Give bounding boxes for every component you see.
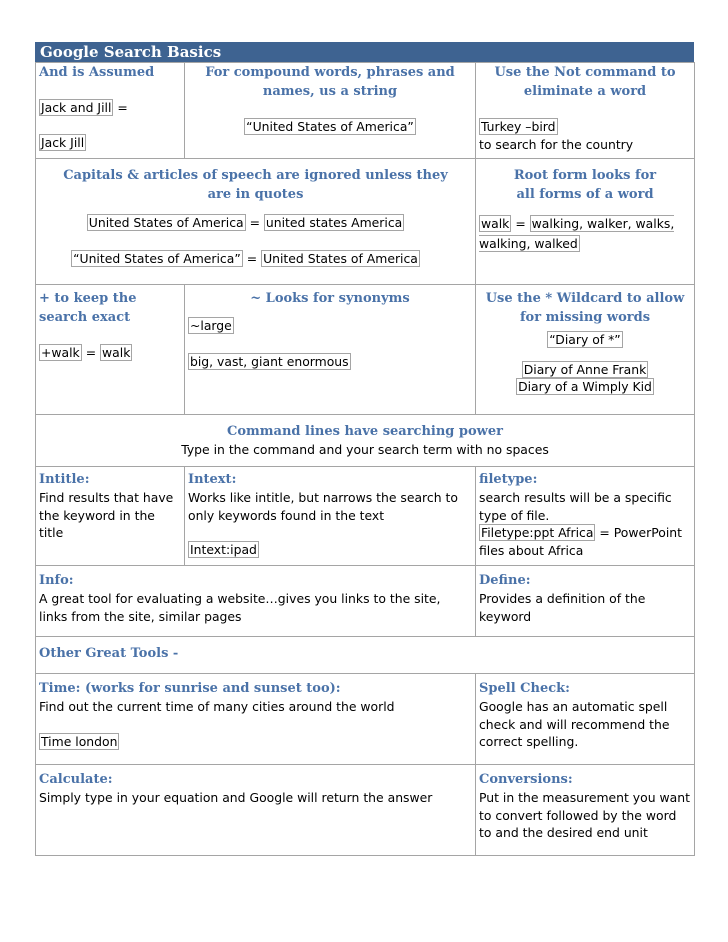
- other-tools-heading: Other Great Tools -: [39, 646, 179, 661]
- define-cell: [476, 566, 695, 637]
- equals-sign: =: [515, 216, 526, 231]
- root-forms: walking, walker, walks, walking, walked: [479, 216, 675, 251]
- spell-check-description: Google has an automatic spell check and will recommend the correct spelling.: [479, 699, 670, 749]
- table-row: [36, 415, 695, 467]
- intext-heading: Intext:: [188, 472, 237, 487]
- time-heading: Time: (works for sunrise and sunset too):: [39, 681, 341, 696]
- wildcard-cell: [476, 285, 695, 415]
- calculate-cell: [36, 765, 476, 856]
- table-row: [36, 159, 695, 285]
- page-title: Google Search Basics: [35, 42, 694, 62]
- compound-words-cell: [185, 63, 476, 159]
- capitals-example-1b: united states America: [265, 215, 403, 230]
- table-row: [36, 467, 695, 566]
- other-tools-cell: [36, 637, 695, 674]
- synonyms-results: big, vast, giant enormous: [190, 353, 349, 369]
- conversions-description: Put in the measurement you want to convert followed by the word to and the desired end unit: [479, 790, 690, 840]
- filetype-example: Filetype:ppt Africa: [481, 525, 594, 540]
- conversions-heading: Conversions:: [479, 772, 573, 787]
- time-cell: [36, 674, 476, 765]
- intitle-heading: Intitle:: [39, 472, 90, 487]
- table-row: [36, 765, 695, 856]
- calculate-description: Simply type in your equation and Google will return the answer: [39, 790, 433, 805]
- not-command-heading: Use the Not command to eliminate a word: [494, 65, 676, 99]
- info-description: A great tool for evaluating a website…gives you links to the site, links from the site, similar pages: [39, 591, 441, 624]
- filetype-heading: filetype:: [479, 472, 538, 487]
- capitals-example-2b: United States of America: [263, 250, 418, 266]
- table-row: [36, 674, 695, 765]
- define-heading: Define:: [479, 573, 531, 588]
- wildcard-heading: Use the * Wildcard to allow for missing words: [485, 291, 685, 325]
- wildcard-example: “Diary of *”: [549, 332, 621, 347]
- command-lines-heading: Command lines have searching power: [227, 424, 503, 439]
- info-cell: [36, 566, 476, 637]
- wildcard-result-1: Diary of Anne Frank: [523, 361, 647, 377]
- capitals-example-1a: United States of America: [88, 215, 244, 230]
- plus-example-query: +walk: [41, 345, 80, 360]
- table-row: [36, 637, 695, 674]
- intext-description: Works like intitle, but narrows the search to only keywords found in the text: [188, 490, 458, 523]
- equals-sign: =: [85, 345, 97, 360]
- table-row: [36, 285, 695, 415]
- compound-example: “United States of America”: [246, 119, 414, 134]
- define-description: Provides a definition of the keyword: [479, 591, 646, 624]
- command-lines-cell: [36, 415, 695, 467]
- and-example-result: Jack Jill: [41, 134, 85, 150]
- filetype-cell: [476, 467, 695, 566]
- capitals-cell: [36, 159, 476, 285]
- synonyms-example: ~large: [190, 318, 232, 333]
- root-form-cell: [476, 159, 695, 285]
- time-description: Find out the current time of many cities around the world: [39, 699, 395, 714]
- and-assumed-cell: [36, 63, 185, 159]
- not-description: to search for the country: [479, 136, 634, 152]
- capitals-heading: Capitals & articles of speech are ignored unless they are in quotes: [63, 168, 448, 202]
- and-example-query: Jack and Jill: [41, 100, 112, 115]
- plus-cell: [36, 285, 185, 415]
- intitle-cell: [36, 467, 185, 566]
- capitals-example-2a: “United States of America”: [73, 250, 241, 266]
- synonyms-heading: ~ Looks for synonyms: [250, 291, 410, 306]
- compound-words-heading: For compound words, phrases and names, us a string: [205, 65, 455, 99]
- info-heading: Info:: [39, 573, 74, 588]
- equals-sign: =: [117, 100, 128, 115]
- root-form-heading: Root form looks for all forms of a word: [513, 168, 657, 202]
- not-example: Turkey –bird: [481, 119, 556, 134]
- plus-heading: + to keep the search exact: [39, 291, 137, 325]
- plus-example-result: walk: [102, 345, 131, 360]
- intext-example: Intext:ipad: [190, 542, 257, 557]
- table-row: [36, 566, 695, 637]
- conversions-cell: [476, 765, 695, 856]
- intext-cell: [185, 467, 476, 566]
- document: [35, 42, 694, 856]
- wildcard-result-2: Diary of a Wimply Kid: [518, 379, 652, 394]
- spell-check-cell: [476, 674, 695, 765]
- root-word: walk: [481, 216, 510, 231]
- and-assumed-heading: And is Assumed: [39, 65, 155, 80]
- synonyms-cell: [185, 285, 476, 415]
- filetype-example-description: PowerPoint files about Africa: [479, 525, 682, 558]
- equals-sign: =: [246, 250, 258, 266]
- not-command-cell: [476, 63, 695, 159]
- search-tips-table: [35, 62, 695, 856]
- filetype-description: search results will be a specific type of file.: [479, 490, 672, 523]
- table-row: [36, 63, 695, 159]
- spell-check-heading: Spell Check:: [479, 681, 570, 696]
- command-lines-description: Type in the command and your search term with no spaces: [181, 442, 549, 457]
- equals-sign: =: [249, 215, 260, 230]
- time-example: Time london: [41, 733, 118, 749]
- equals-sign: =: [599, 525, 610, 540]
- calculate-heading: Calculate:: [39, 772, 113, 787]
- intitle-description: Find results that have the keyword in the title: [39, 490, 174, 540]
